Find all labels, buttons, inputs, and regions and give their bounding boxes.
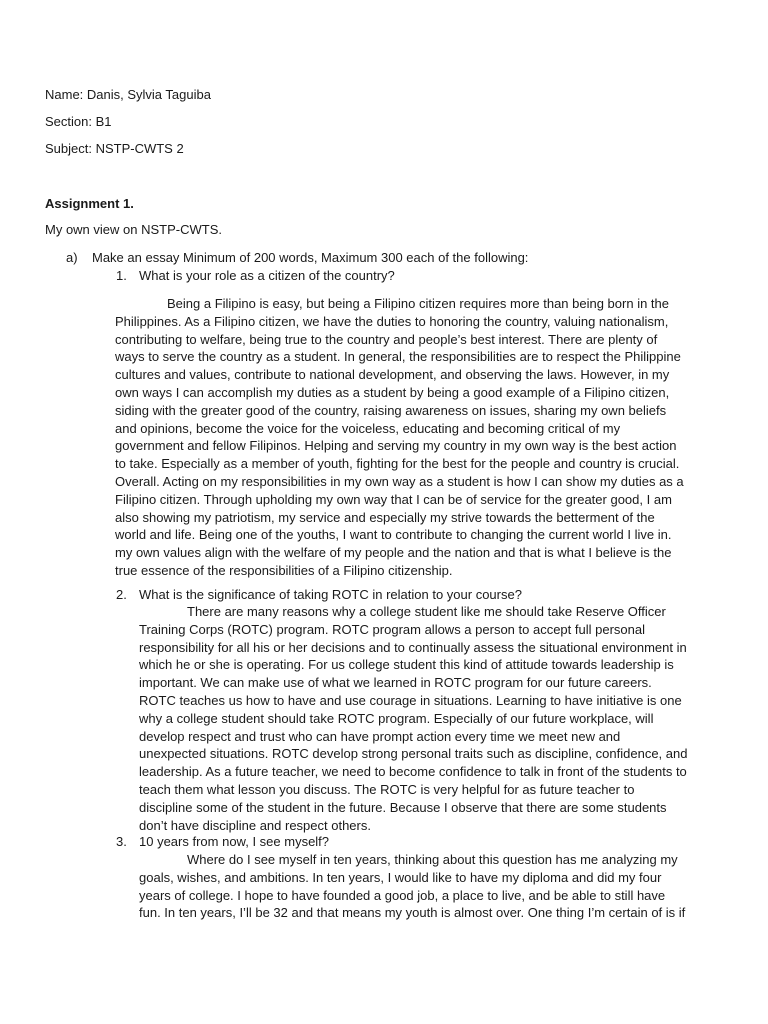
paragraph-line: Being a Filipino is easy, but being a Filipino citizen requires more than being born in the bbox=[167, 296, 669, 311]
list-item-a-text: Make an essay Minimum of 200 words, Maximum 300 each of the following: bbox=[92, 250, 529, 265]
student-subject: Subject: NSTP-CWTS 2 bbox=[45, 141, 184, 156]
paragraph-line: years of college. I hope to have founded a good job, a place to live, and be able to still have bbox=[139, 887, 666, 903]
paragraph-line: Overall. Acting on my responsibilities in my own way as a student is how I can show my duties as a bbox=[115, 473, 684, 489]
answer-1-paragraph bbox=[115, 295, 745, 580]
paragraph-line: There are many reasons why a college student like me should take Reserve Officer bbox=[187, 604, 666, 619]
assignment-intro: My own view on NSTP-CWTS. bbox=[45, 222, 222, 237]
paragraph-line: my own values align with the welfare of my people and the nation and that is what I believe is the bbox=[115, 545, 672, 561]
paragraph-line: ROTC teaches us how to have and use courage in situations. Learning to have initiative is one bbox=[139, 692, 682, 708]
answer-3-paragraph bbox=[139, 851, 745, 922]
paragraph-line: important. We can make use of what we learned in ROTC program for our future careers. bbox=[139, 675, 652, 691]
paragraph-line: Where do I see myself in ten years, thinking about this question has me analyzing my bbox=[187, 852, 678, 867]
question-text: What is the significance of taking ROTC in relation to your course? bbox=[139, 587, 522, 602]
question-number: 1. bbox=[116, 268, 127, 283]
paragraph-line: Filipino citizen. Through upholding my own way that I can be of service for the greater good, I am bbox=[115, 491, 672, 507]
paragraph-line: Philippines. As a Filipino citizen, we have the duties to honoring the country, valuing nationalism, bbox=[115, 313, 669, 329]
paragraph-line: why a college student should take ROTC program. Especially of our future workplace, will bbox=[139, 710, 654, 726]
paragraph-line: leadership. As a future teacher, we need to become confidence to talk in front of the students to bbox=[139, 764, 687, 780]
paragraph-line: cultures and values, contribute to national development, and observing the laws. However, in my bbox=[115, 367, 670, 383]
paragraph-line: develop respect and trust who can have prompt action every time we meet new and bbox=[139, 728, 621, 744]
question-number: 3. bbox=[116, 834, 127, 849]
paragraph-line: goals, wishes, and ambitions. In ten years, I would like to have my diploma and did my four bbox=[139, 869, 662, 885]
paragraph-line: unexpected situations. ROTC develop strong personal traits such as discipline, confidence, and bbox=[139, 746, 688, 762]
paragraph-line: government and fellow Filipinos. Helping and serving my country in my own way is the best action bbox=[115, 438, 677, 454]
paragraph-line: teach them what lesson you discuss. The ROTC is very helpful for as future teacher to bbox=[139, 781, 635, 797]
paragraph-line: which he or she is operating. For us college student this kind of attitude towards leadership is bbox=[139, 657, 674, 673]
paragraph-line: world and life. Being one of the youths, I want to contribute to changing the current world I live in. bbox=[115, 527, 672, 543]
assignment-title: Assignment 1. bbox=[45, 196, 134, 211]
question-text: What is your role as a citizen of the country? bbox=[139, 268, 395, 283]
list-marker-a: a) bbox=[66, 250, 78, 265]
student-name: Name: Danis, Sylvia Taguiba bbox=[45, 87, 211, 102]
paragraph-line: true essence of the responsibilities of a Filipino citizenship. bbox=[115, 562, 453, 578]
question-number: 2. bbox=[116, 587, 127, 602]
paragraph-line: contributing to welfare, being true to the country and people’s best interest. There are plenty of bbox=[115, 331, 658, 347]
paragraph-line: also showing my patriotism, my service and especially my strive towards the betterment of the bbox=[115, 509, 655, 525]
paragraph-line: don’t have discipline and respect others. bbox=[139, 817, 371, 833]
paragraph-line: siding with the greater good of the country, raising awareness on issues, sharing my own beliefs bbox=[115, 402, 667, 418]
paragraph-line: and opinions, become the voice for the voiceless, educating and becoming critical of my bbox=[115, 420, 621, 436]
paragraph-line: discipline some of the student in the future. Because I observe that there are some students bbox=[139, 799, 667, 815]
paragraph-line: to take. Especially as a member of youth, fighting for the best for the people and country is crucial. bbox=[115, 456, 680, 472]
paragraph-line: own ways I can accomplish my duties as a student by being a good example of a Filipino citizen, bbox=[115, 384, 670, 400]
paragraph-line: ways to serve the country as a student. In general, the responsibilities are to respect the Philippine bbox=[115, 349, 681, 365]
student-section: Section: B1 bbox=[45, 114, 112, 129]
paragraph-line: responsibility for all his or her decisions and to continually assess the situational environment in bbox=[139, 639, 687, 655]
answer-2-paragraph bbox=[139, 603, 745, 834]
paragraph-line: Training Corps (ROTC) program. ROTC program allows a person to accept full personal bbox=[139, 621, 645, 637]
paragraph-line: fun. In ten years, I’ll be 32 and that means my youth is almost over. One thing I’m certain of is if bbox=[139, 905, 686, 921]
question-text: 10 years from now, I see myself? bbox=[139, 834, 330, 849]
